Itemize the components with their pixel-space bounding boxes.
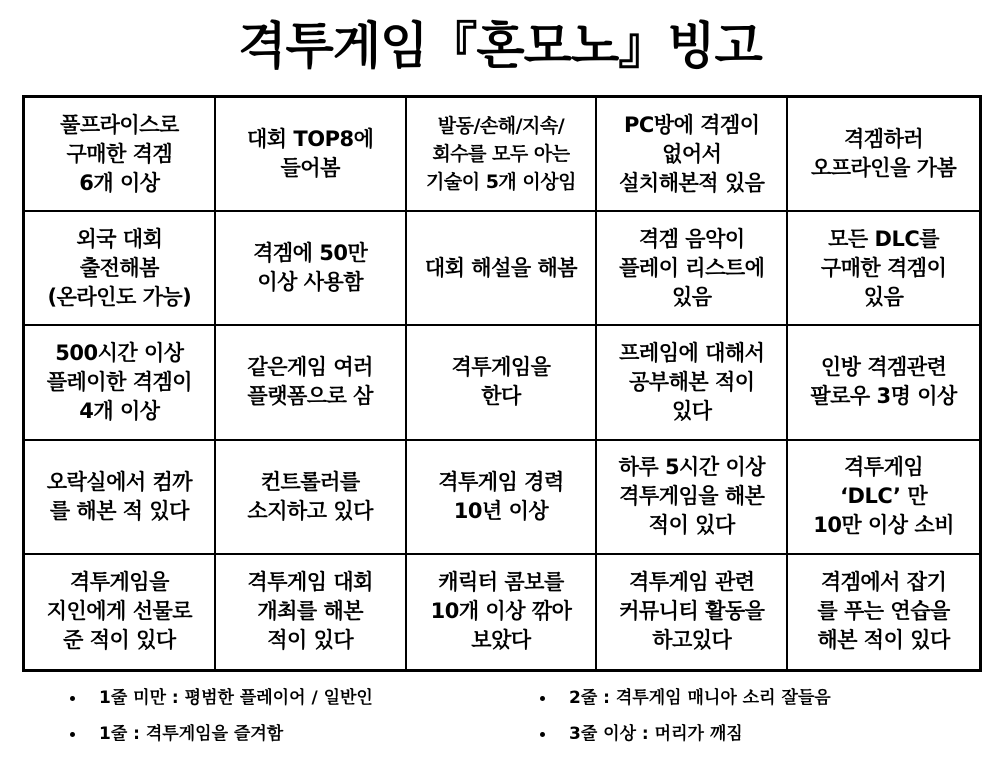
bingo-cell [788, 441, 979, 555]
bingo-cell [788, 555, 979, 669]
bingo-cell-text: 하루 5시간 이상 격투게임을 해본 적이 있다 [618, 455, 766, 538]
bingo-cell [216, 212, 407, 326]
bullet-icon [70, 696, 75, 701]
bingo-cell [407, 326, 598, 440]
bingo-cell-text: 격투게임을 한다 [451, 355, 551, 409]
legend-text: 2줄 : 격투게임 매니아 소리 잘들음 [569, 688, 831, 708]
bingo-cell [788, 326, 979, 440]
page-title: 격투게임『혼모노』빙고 [238, 17, 762, 75]
legend-item [540, 680, 831, 716]
bingo-cell [407, 555, 598, 669]
legend-right [540, 680, 831, 752]
bingo-cell-text: PC방에 격겜이 없어서 설치해본적 있음 [619, 112, 765, 195]
bingo-cell-text: 오락실에서 컴까 를 해본 적 있다 [46, 469, 193, 523]
bingo-cell [597, 212, 788, 326]
bingo-cell-text: 격투게임 경력 10년 이상 [438, 469, 564, 523]
bingo-cell [788, 98, 979, 212]
bingo-cell [407, 441, 598, 555]
bingo-cell [597, 98, 788, 212]
bingo-cell-text: 500시간 이상 플레이한 격겜이 4개 이상 [46, 340, 193, 423]
bingo-cell [25, 212, 216, 326]
bingo-cell [788, 212, 979, 326]
bingo-cell-text: 격겜하러 오프라인을 가봄 [810, 127, 957, 181]
legend-text: 1줄 미만 : 평범한 플레이어 / 일반인 [99, 688, 373, 708]
bingo-cell-text: 대회 TOP8에 들어봄 [247, 127, 374, 181]
bingo-cell-text: 같은게임 여러 플랫폼으로 삼 [247, 355, 373, 409]
bingo-cell [597, 326, 788, 440]
bingo-cell [597, 555, 788, 669]
bullet-icon [540, 732, 545, 737]
legend-text: 3줄 이상 : 머리가 깨짐 [569, 724, 743, 744]
legend-left [70, 680, 373, 752]
bingo-cell-text: 격투게임 관련 커뮤니티 활동을 하고있다 [619, 570, 765, 653]
bingo-cell-text: 격겜 음악이 플레이 리스트에 있음 [619, 226, 765, 309]
bingo-cell-text: 캐릭터 콤보를 10개 이상 깎아 보았다 [430, 570, 572, 653]
legend-item [70, 716, 373, 752]
bingo-board [22, 95, 982, 672]
legend-item [540, 716, 831, 752]
legend-item [70, 680, 373, 716]
bingo-cell-text: 대회 해설을 해봄 [424, 255, 578, 280]
bullet-icon [70, 732, 75, 737]
bingo-cell-text: 격투게임 대회 개최를 해본 적이 있다 [247, 570, 373, 653]
bingo-cell-text: 격겜에 50만 이상 사용함 [253, 241, 368, 295]
bingo-cell [597, 441, 788, 555]
bingo-cell [25, 441, 216, 555]
bingo-cell-text: 프레임에 대해서 공부해본 적이 있다 [619, 340, 765, 423]
bingo-cell [25, 98, 216, 212]
bingo-cell [216, 326, 407, 440]
bingo-cell [216, 98, 407, 212]
bingo-cell-text: 풀프라이스로 구매한 격겜 6개 이상 [60, 112, 179, 195]
bingo-cell [216, 555, 407, 669]
bingo-cell-text: 격겜에서 잡기 를 푸는 연습을 해본 적이 있다 [817, 570, 950, 653]
bingo-cell [25, 555, 216, 669]
bingo-cell-text: 모든 DLC를 구매한 격겜이 있음 [820, 226, 947, 309]
bingo-cell-text: 외국 대회 출전해봄 (온라인도 가능) [47, 226, 192, 309]
bullet-icon [540, 696, 545, 701]
bingo-cell-text: 컨트롤러를 소지하고 있다 [247, 469, 373, 523]
bingo-cell [25, 326, 216, 440]
bingo-cell-text: 격투게임 ‘DLC’ 만 10만 이상 소비 [813, 455, 954, 538]
bingo-cell [407, 98, 598, 212]
bingo-cell-text: 인방 격겜관련 팔로우 3명 이상 [810, 355, 957, 409]
bingo-cell [216, 441, 407, 555]
bingo-cell-text: 격투게임을 지인에게 선물로 준 적이 있다 [46, 570, 193, 653]
bingo-cell [407, 212, 598, 326]
bingo-cell-text: 발동/손해/지속/ 회수를 모두 아는 기술이 5개 이상임 [426, 115, 576, 194]
legend-text: 1줄 : 격투게임을 즐겨함 [99, 724, 284, 744]
